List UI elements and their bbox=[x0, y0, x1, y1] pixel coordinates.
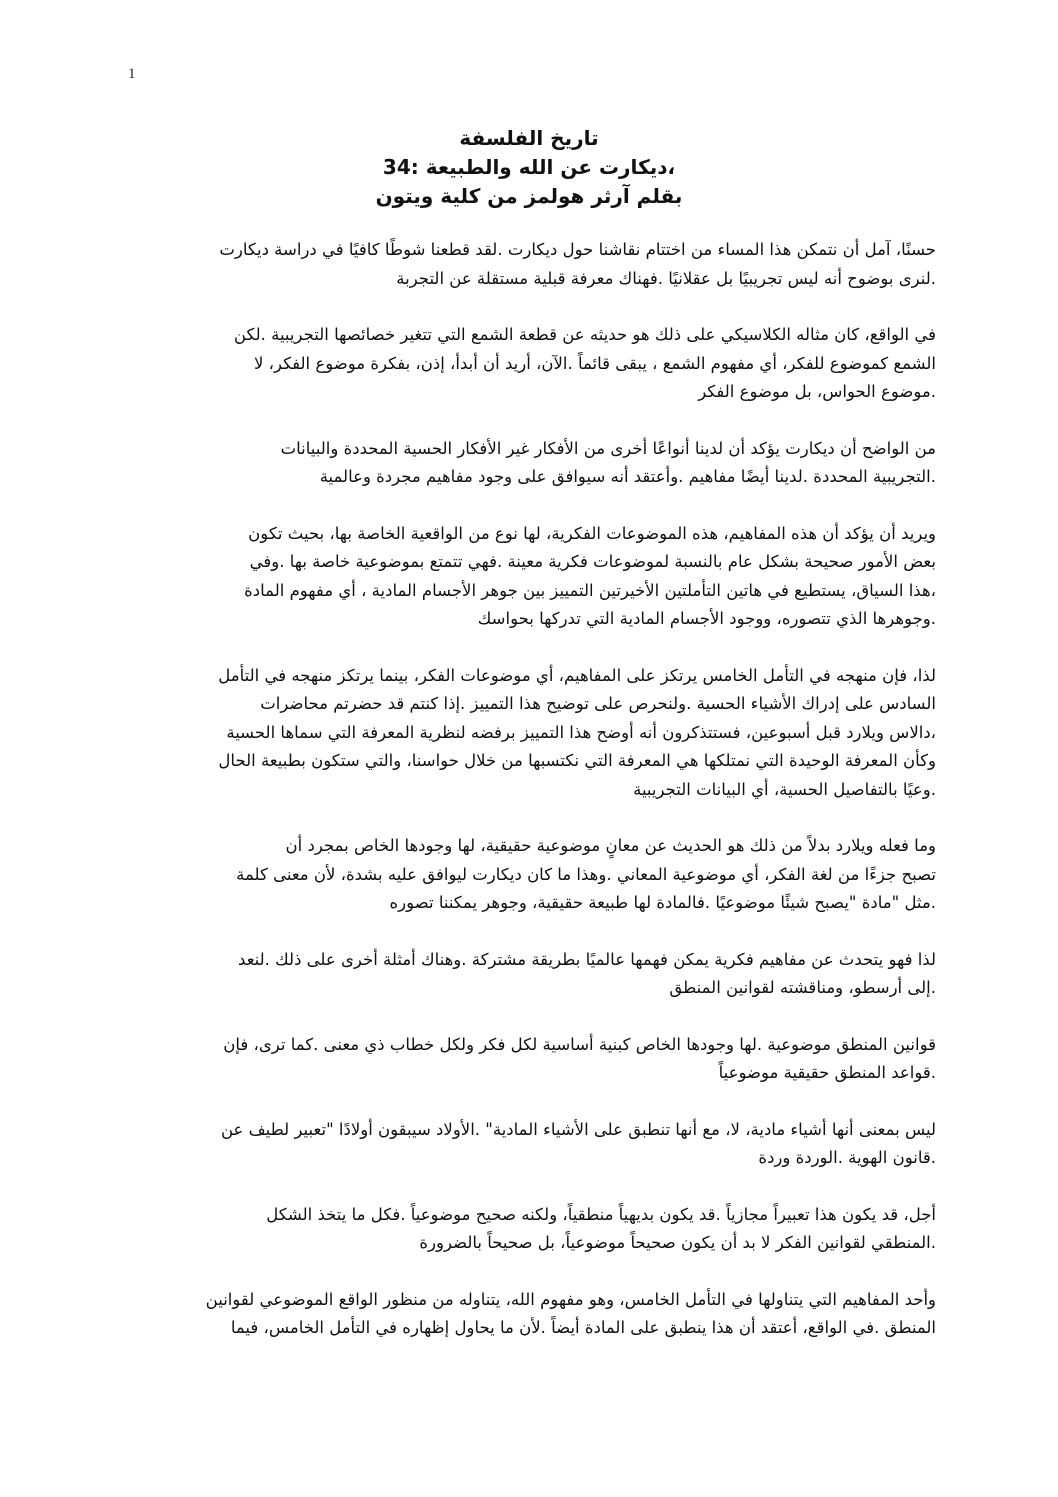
paragraph-2 bbox=[130, 321, 936, 407]
paragraph-line: السادس على إدراك الأشياء الحسية .ولنحرص على توضيح هذا التمييز .إذا كنتم قد حضرتم محاضرات bbox=[260, 694, 936, 713]
paragraph-8 bbox=[130, 1031, 936, 1088]
paragraph-line: قوانين المنطق موضوعية .لها وجودها الخاص كبنية أساسية لكل فكر ولكل خطاب ذي معنى .كما ترى، فإن bbox=[223, 1034, 936, 1054]
paragraph-line: .مثل "مادة "يصبح شيئًا موضوعيًا .فالمادة لها طبيعة حقيقية، وجوهر يمكننا تصوره bbox=[389, 893, 936, 912]
page-number: 1 bbox=[128, 66, 136, 82]
paragraph-3 bbox=[130, 435, 936, 492]
paragraph-line: الشمع كموضوع للفكر، أي مفهوم الشمع ، يبقى قائماً .الآن، أريد أن أبدأ، إذن، بفكرة موضوع الفكر، لا bbox=[253, 353, 936, 373]
paragraph-6 bbox=[130, 832, 936, 918]
paragraph-line: .وعيًا بالتفاصيل الحسية، أي البيانات التجريبية bbox=[633, 779, 936, 799]
paragraph-line: .لنرى بوضوح أنه ليس تجريبيًا بل عقلانيًا .فهناك معرفة قبلية مستقلة عن التجربة bbox=[396, 268, 936, 288]
paragraph-line: أجل، قد يكون هذا تعبيراً مجازياً .قد يكون بديهياً منطقياً، ولكنه صحيح موضوعياً .فكل ما يتخذ الشكل bbox=[266, 1204, 936, 1224]
paragraph-line: لذا، فإن منهجه في التأمل الخامس يرتكز على المفاهيم، أي موضوعات الفكر، بينما يرتكز منهجه في التأمل bbox=[218, 665, 936, 685]
paragraph-line: .إلى أرسطو، ومناقشته لقوانين المنطق bbox=[669, 978, 936, 997]
paragraph-line: المنطق .في الواقع، أعتقد أن هذا ينطبق على المادة أيضاً .لأن ما يحاول إظهاره في التأمل الخامس، فيما bbox=[230, 1318, 936, 1337]
paragraph-line: لذا فهو يتحدث عن مفاهيم فكرية يمكن فهمها عالميًا بطريقة مشتركة .وهناك أمثلة أخرى على ذلك .لنعد bbox=[238, 949, 936, 969]
paragraph-line: .المنطقي لقوانين الفكر لا بد أن يكون صحيحاً موضوعياً، بل صحيحاً بالضرورة bbox=[419, 1233, 936, 1252]
paragraph-line: حسنًا، آمل أن نتمكن هذا المساء من اختتام نقاشنا حول ديكارت .لقد قطعنا شوطًا كافيًا في دراسة ديكارت bbox=[219, 240, 936, 259]
paragraph-11 bbox=[130, 1286, 936, 1343]
document-title bbox=[0, 124, 1058, 211]
paragraph-7 bbox=[130, 946, 936, 1003]
paragraph-4 bbox=[130, 520, 936, 634]
paragraph-line: وأحد المفاهيم التي يتناولها في التأمل الخامس، وهو مفهوم الله، يتناوله من منظور الواقع الموضوعي لقوانين bbox=[205, 1289, 936, 1309]
title-line-1: تاريخ الفلسفة bbox=[459, 126, 599, 150]
document-body bbox=[130, 236, 936, 1371]
paragraph-line: ويريد أن يؤكد أن هذه المفاهيم، هذه الموضوعات الفكرية، لها نوع من الواقعية الخاصة بها، بحيث تكون bbox=[248, 523, 936, 543]
paragraph-line: ،هذا السياق، يستطيع في هاتين التأملتين الأخيرتين التمييز بين جوهر الأجسام المادية ، أي مفهوم المادة bbox=[244, 580, 936, 600]
paragraph-line: وما فعله ويلارد بدلاً من ذلك هو الحديث عن معانٍ موضوعية حقيقية، لها وجودها الخاص بمجرد أن bbox=[285, 836, 936, 855]
paragraph-line: .وجوهرها الذي تتصوره، ووجود الأجسام المادية التي تدركها بحواسك bbox=[477, 609, 936, 628]
paragraph-line: تصبح جزءًا من لغة الفكر، أي موضوعية المعاني .وهذا ما كان ديكارت ليوافق عليه بشدة، لأن معنى كلمة bbox=[236, 864, 936, 884]
paragraph-line: .قانون الهوية .الوردة وردة bbox=[758, 1148, 936, 1167]
paragraph-1 bbox=[130, 236, 936, 293]
title-line-2: ،ديكارت عن الله والطبيعة :34 bbox=[382, 155, 676, 179]
paragraph-line: .موضوع الحواس، بل موضوع الفكر bbox=[698, 382, 936, 401]
title-line-3: بقلم آرثر هولمز من كلية ويتون bbox=[375, 184, 683, 208]
paragraph-line: .التجريبية المحددة .لدينا أيضًا مفاهيم .وأعتقد أنه سيوافق على وجود مفاهيم مجردة وعالمية bbox=[319, 467, 936, 486]
paragraph-10 bbox=[130, 1201, 936, 1258]
paragraph-9 bbox=[130, 1116, 936, 1173]
paragraph-line: وكأن المعرفة الوحيدة التي نمتلكها هي المعرفة التي نكتسبها من خلال حواسنا، والتي ستكون بطبيعة الحال bbox=[218, 751, 936, 770]
paragraph-line: في الواقع، كان مثاله الكلاسيكي على ذلك هو حديثه عن قطعة الشمع التي تتغير خصائصها التجريبية .لكن bbox=[233, 325, 936, 344]
paragraph-line: ليس بمعنى أنها أشياء مادية، لا، مع أنها تنطبق على الأشياء المادية" .الأولاد سيبقون أولادًا "تعبير لطيف عن bbox=[220, 1119, 936, 1139]
paragraph-line: من الواضح أن ديكارت يؤكد أن لدينا أنواعًا أخرى من الأفكار غير الأفكار الحسية المحددة والبيانات bbox=[280, 438, 936, 458]
paragraph-5 bbox=[130, 662, 936, 805]
paragraph-line: .قواعد المنطق حقيقية موضوعياً bbox=[718, 1063, 936, 1082]
paragraph-line: بعض الأمور صحيحة بشكل عام بالنسبة لموضوعات فكرية معينة .فهي تتمتع بموضوعية خاصة بها .وفي bbox=[249, 552, 936, 571]
paragraph-line: ،دالاس ويلارد قبل أسبوعين، فستتذكرون أنه أوضح هذا التمييز برفضه لنظرية المعرفة التي سماها الحسية bbox=[226, 722, 936, 742]
